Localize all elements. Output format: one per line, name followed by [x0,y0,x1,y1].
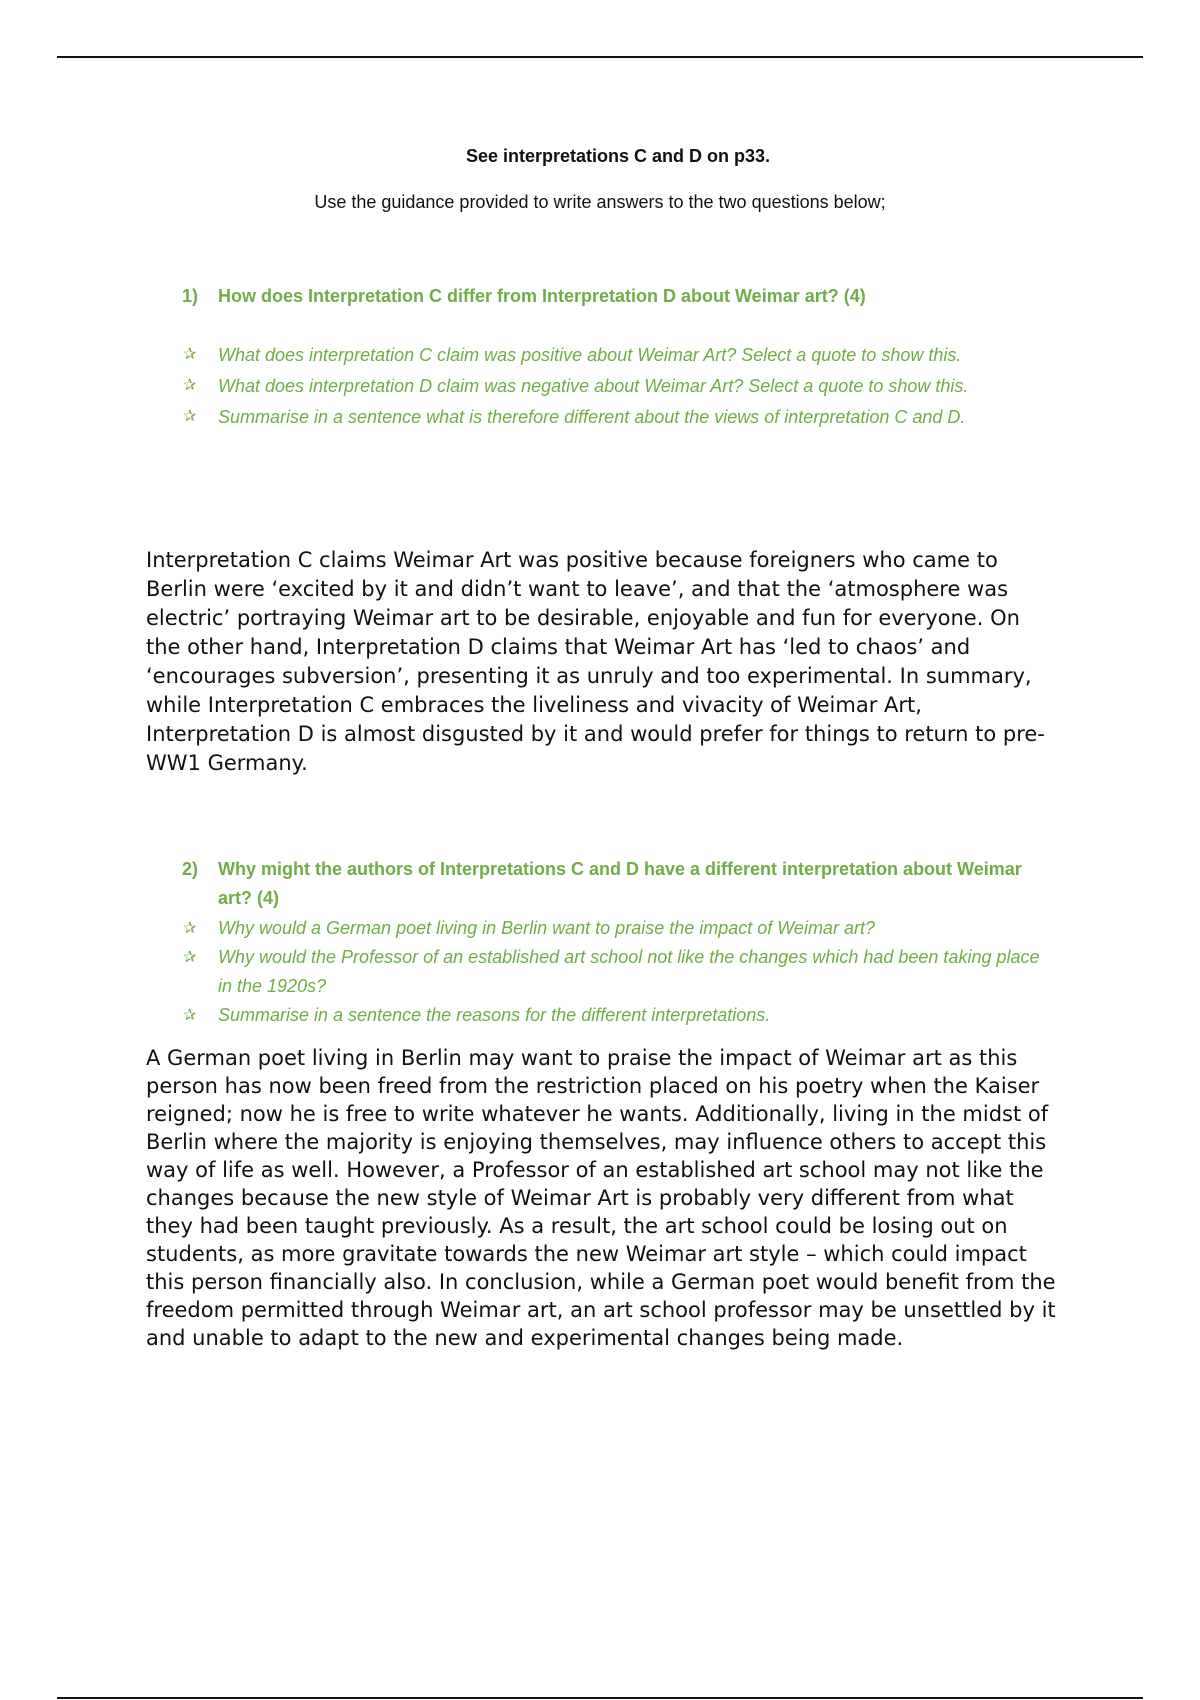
question-2-text: Why might the authors of Interpretations C and D have a different interpretation about Weimar art? (4) [218,859,1022,908]
star-icon: ✰ [183,949,197,966]
top-rule [57,56,1143,58]
star-icon: ✰ [183,346,197,363]
question-1-text: How does Interpretation C differ from Interpretation D about Weimar art? (4) [218,286,866,306]
page-title: See interpretations C and D on p33. [465,146,771,166]
guidance-text: Why would the Professor of an established art school not like the changes which had been taking place in the 1920s? [218,947,1040,996]
bottom-rule [57,1697,1143,1699]
question-1 [182,282,1042,311]
guidance-item [182,340,1042,370]
guidance-text: What does interpretation C claim was positive about Weimar Art? Select a quote to show this. [218,345,962,365]
guidance-item [182,1001,1042,1030]
guidance-text: Why would a German poet living in Berlin want to praise the impact of Weimar art? [218,918,875,938]
guidance-text: Summarise in a sentence the reasons for the different interpretations. [218,1005,771,1025]
star-icon: ✰ [183,408,197,425]
guidance-item [182,914,1042,943]
star-icon: ✰ [183,1007,197,1024]
question-1-guidance-list [182,340,1042,433]
guidance-item [182,943,1042,1001]
answer-1: Interpretation C claims Weimar Art was positive because foreigners who came to Berlin were ‘excited by it and didn’t want to leave’, and that the ‘atmosphere was electric’ portraying Weimar art to be desirable, enjoyable and fun for everyone. On the other hand, Interpretation D claims that Weimar Art has ‘led to chaos’ and ‘encourages subversion’, presenting it as unruly and too experimental. In summary, while Interpretation C embraces the liveliness and vivacity of Weimar Art, Interpretation D is almost disgusted by it and would prefer for things to return to pre-WW1 Germany. [146,548,1045,775]
question-2 [182,855,1042,913]
question-2-number: 2) [182,859,199,879]
star-icon: ✰ [183,920,197,937]
guidance-text: Summarise in a sentence what is therefore different about the views of interpretation C and D. [218,407,966,427]
star-icon: ✰ [183,377,197,394]
instruction-text: Use the guidance provided to write answers to the two questions below; [314,192,886,212]
question-1-number: 1) [182,286,199,306]
answer-2: A German poet living in Berlin may want to praise the impact of Weimar art as this person has now been freed from the restriction placed on his poetry when the Kaiser reigned; now he is free to write whatever he wants. Additionally, living in the midst of Berlin where the majority is enjoying themselves, may influence others to accept this way of life as well. However, a Professor of an established art school may not like the changes because the new style of Weimar Art is probably very different from what they had been taught previously. As a result, the art school could be losing out on students, as more gravitate towards the new Weimar art style – which could impact this person financially also. In conclusion, while a German poet would benefit from the freedom permitted through Weimar art, an art school professor may be unsettled by it and unable to adapt to the new and experimental changes being made. [146,1046,1056,1350]
guidance-item [182,402,1042,432]
guidance-item [182,371,1042,401]
question-2-guidance-list [182,914,1042,1030]
guidance-text: What does interpretation D claim was negative about Weimar Art? Select a quote to show this. [218,376,969,396]
